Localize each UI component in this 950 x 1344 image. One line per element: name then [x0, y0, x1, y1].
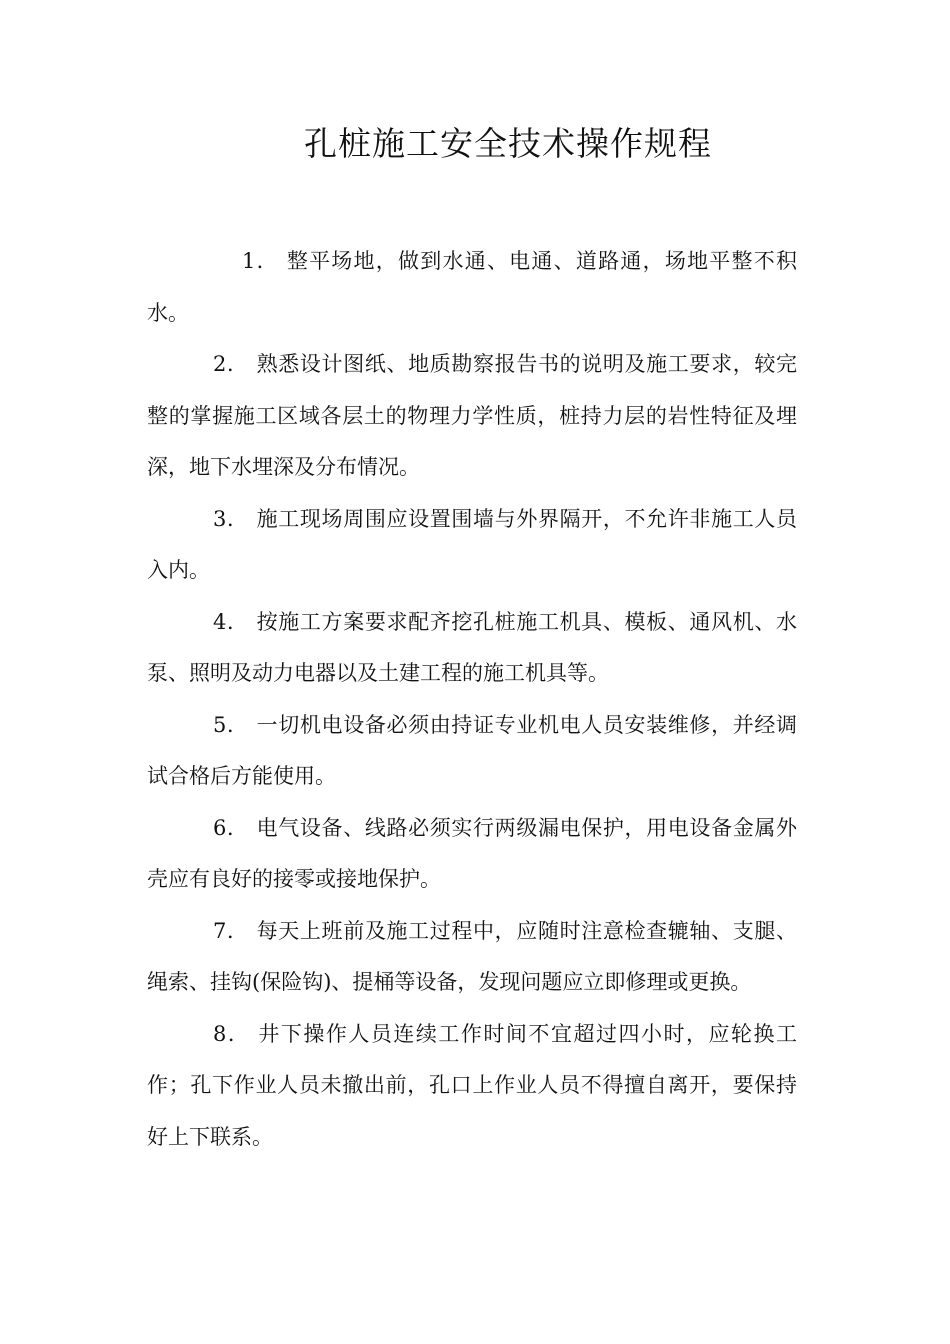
paragraph-3	[147, 494, 797, 597]
paragraph-number: 4．	[213, 609, 249, 634]
paragraph-text: 按施工方案要求配齐挖孔桩施工机具、模板、通风机、水泵、照明及动力电器以及土建工程的施工机具等。	[147, 609, 797, 685]
paragraph-number: 5．	[213, 712, 249, 737]
document-title: 孔桩施工安全技术操作规程	[304, 124, 712, 163]
paragraph-number: 1．	[242, 249, 279, 273]
paragraph-number: 8．	[213, 1021, 251, 1046]
document-body	[147, 236, 797, 1163]
paragraph-text: 一切机电设备必须由持证专业机电人员安装维修，并经调试合格后方能使用。	[147, 712, 797, 788]
paragraph-number: 6．	[213, 815, 249, 840]
paragraph-2	[147, 339, 797, 494]
paragraph-number: 7．	[213, 918, 249, 943]
paragraph-text: 熟悉设计图纸、地质勘察报告书的说明及施工要求，较完整的掌握施工区域各层土的物理力学性质，桩持力层的岩性特征及埋深，地下水埋深及分布情况。	[147, 352, 797, 479]
paragraph-6	[147, 803, 797, 906]
paragraph-text: 井下操作人员连续工作时间不宜超过四小时，应轮换工作；孔下作业人员未撤出前，孔口上作业人员不得擅自离开，要保持好上下联系。	[147, 1021, 797, 1149]
paragraph-7	[147, 906, 797, 1009]
paragraph-number: 3．	[213, 506, 249, 531]
paragraph-text: 整平场地，做到水通、电通、道路通，场地平整不积水。	[147, 249, 797, 325]
paragraph-5	[147, 700, 797, 803]
paragraph-text: 每天上班前及施工过程中，应随时注意检查辘轴、支腿、绳索、挂钩(保险钩)、提桶等设备，发现问题应立即修理或更换。	[147, 918, 797, 994]
paragraph-1	[147, 236, 797, 339]
paragraph-text: 电气设备、线路必须实行两级漏电保护，用电设备金属外壳应有良好的接零或接地保护。	[147, 815, 797, 891]
paragraph-8	[147, 1009, 797, 1164]
paragraph-number: 2．	[213, 352, 249, 376]
paragraph-4	[147, 597, 797, 700]
paragraph-text: 施工现场周围应设置围墙与外界隔开，不允许非施工人员入内。	[147, 506, 797, 582]
